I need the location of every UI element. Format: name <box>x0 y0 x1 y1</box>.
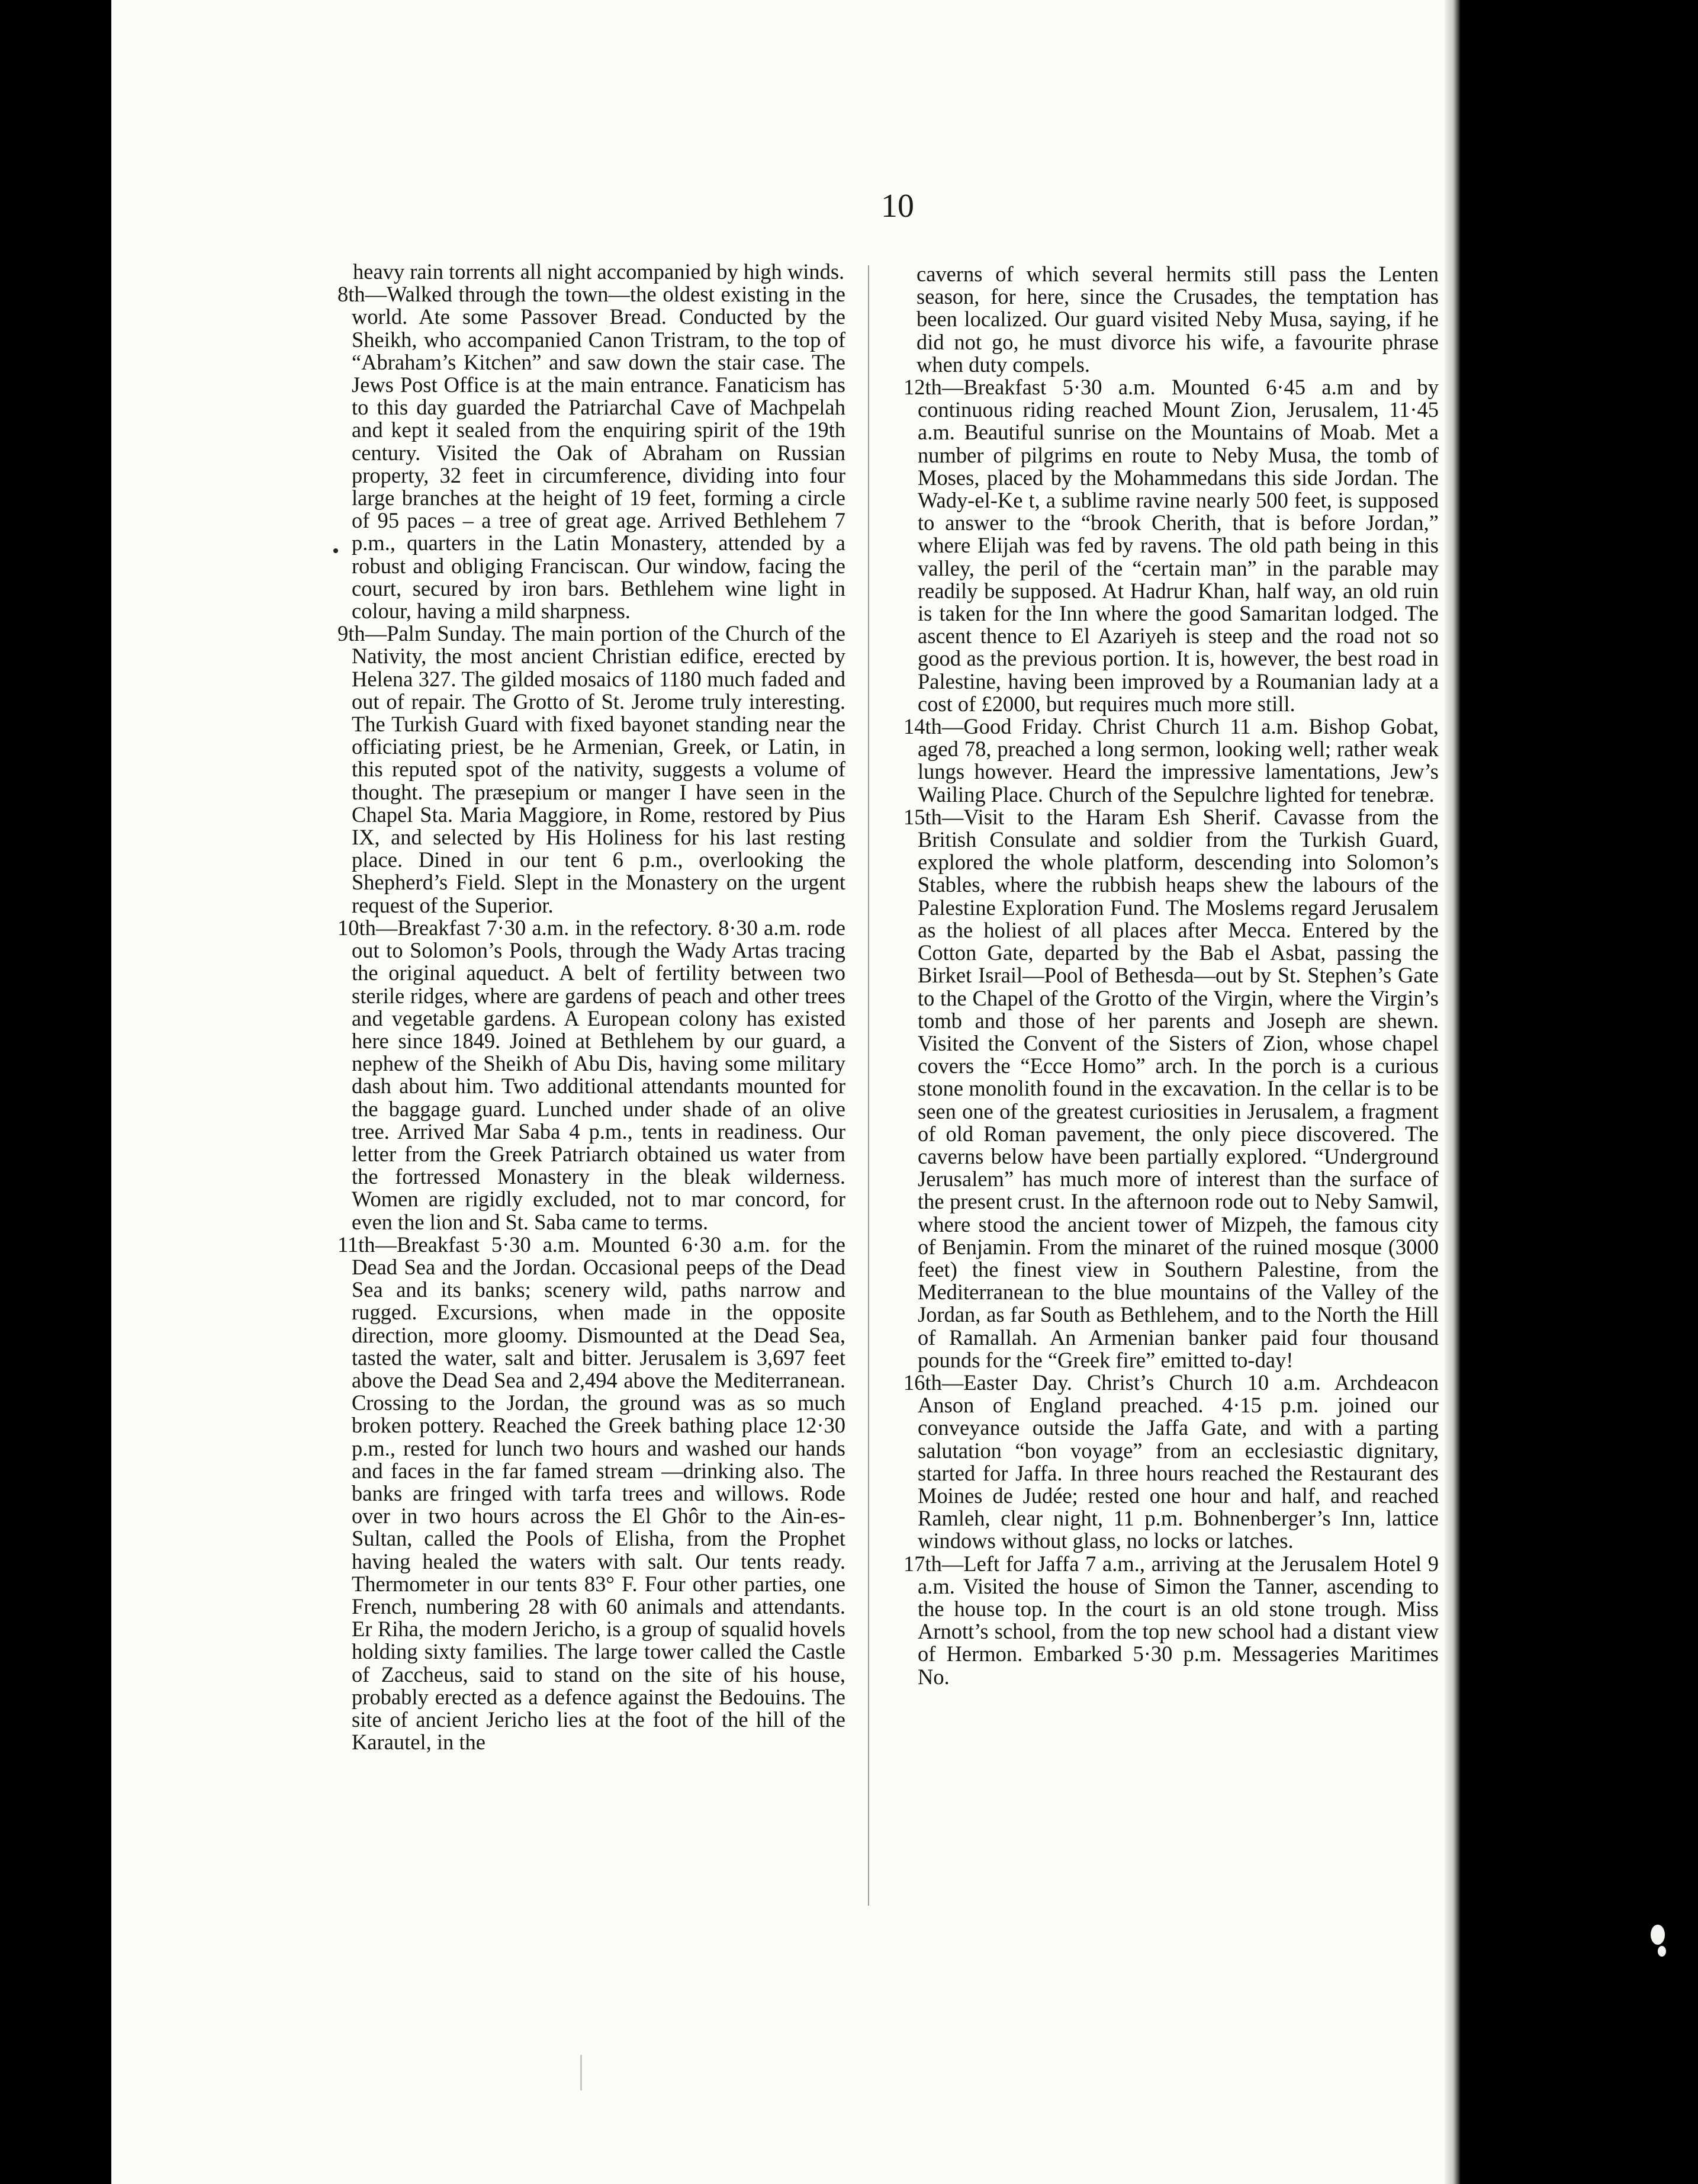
paper-spot <box>1651 1925 1665 1945</box>
page-fold-shadow <box>1445 0 1460 2184</box>
journal-entry-8th: 8th—Walked through the town—the oldest existing in the world. Ate some Passover Bread. Conducted by the Sheikh, who accompanied Canon Tristram, to the top of “Abraham’s Kitchen” and saw down the stair case. The Jews Post Office is at the main entrance. Fanaticism has to this day guarded the Patriarchal Cave of Machpelah and kept it sealed from the enquiring spirit of the 19th century. Visited the Oak of Abraham on Russian property, 32 feet in circumference, dividing into four large branches at the height of 19 feet, forming a circle of 95 paces – a tree of great age. Arrived Bethlehem 7 p.m., quarters in the Latin Monastery, attended by a robust and obliging Franciscan. Our window, facing the court, secured by iron bars. Bethlehem wine light in colour, having a mild sharpness. <box>337 282 845 624</box>
page-number: 10 <box>881 188 914 224</box>
right-column <box>903 263 1439 1688</box>
journal-entry-17th: 17th—Left for Jaffa 7 a.m., arriving at the Jerusalem Hotel 9 a.m. Visited the house of Simon the Tanner, ascending to the house top. In the court is an old stone trough. Miss Arnott’s school, from the top new school had a distant view of Hermon. Embarked 5·30 p.m. Messageries Maritimes No. <box>903 1551 1439 1689</box>
bottom-mark <box>580 2055 582 2090</box>
journal-entry-14th: 14th—Good Friday. Christ Church 11 a.m. Bishop Gobat, aged 78, preached a long sermon, looking well; rather weak lungs however. Heard the impressive lamentations, Jew’s Wailing Place. Church of the Sepulchre lighted for tenebræ. <box>903 714 1439 807</box>
journal-entry-12th: 12th—Breakfast 5·30 a.m. Mounted 6·45 a.m and by continuous riding reached Mount Zion, Jerusalem, 11·45 a.m. Beautiful sunrise on the Mountains of Moab. Met a number of pilgrims en route to Neby Musa, the tomb of Moses, placed by the Mohammedans this side Jordan. The Wady-el-Ke t, a sublime ravine nearly 500 feet, is supposed to answer to the “brook Cherith, that is before Jordan,” where Elijah was fed by ravens. The old path being in this valley, the peril of the “certain man” in the parable may readily be supposed. At Hadrur Khan, half way, an old ruin is taken for the Inn where the good Samaritan lodged. The ascent thence to El Azariyeh is steep and the road not so good as the previous portion. It is, however, the best road in Palestine, having been improved by a Roumanian lady at a cost of £2000, but requires much more still. <box>903 375 1439 716</box>
column-divider <box>868 265 869 1906</box>
journal-paragraph: caverns of which several hermits still pass the Lenten season, for here, since the Crusades, the temptation has been localized. Our guard visited Neby Musa, saying, if he did not go, he must divorce his wife, a favourite phrase when duty compels. <box>916 262 1439 377</box>
journal-entry-10th: 10th—Breakfast 7·30 a.m. in the refectory. 8·30 a.m. rode out to Solomon’s Pools, through the Wady Artas tracing the original aqueduct. A belt of fertility between two sterile ridges, where are gardens of peach and other trees and vegetable gardens. A European colony has existed here since 1849. Joined at Bethlehem by our guard, a nephew of the Sheikh of Abu Dis, having some military dash about him. Two additional attendants mounted for the baggage guard. Lunched under shade of an olive tree. Arrived Mar Saba 4 p.m., tents in readiness. Our letter from the Greek Patriarch obtained us water from the fortressed Monastery in the bleak wilderness. Women are rigidly excluded, not to mar concord, for even the lion and St. Saba came to terms. <box>337 915 845 1234</box>
journal-entry-9th: 9th—Palm Sunday. The main portion of the Church of the Nativity, the most ancient Christian edifice, erected by Helena 327. The gilded mosaics of 1180 much faded and out of repair. The Grotto of St. Jerome truly interesting. The Turkish Guard with fixed bayonet standing near the officiating priest, be he Armenian, Greek, or Latin, in this reputed spot of the nativity, suggests a volume of thought. The præsepium or manger I have seen in the Chapel Sta. Maria Maggiore, in Rome, restored by Pius IX, and selected by His Holiness for his last resting place. Dined in our tent 6 p.m., overlooking the Shepherd’s Field. Slept in the Monastery on the urgent request of the Superior. <box>337 621 845 917</box>
journal-entry-11th: 11th—Breakfast 5·30 a.m. Mounted 6·30 a.m. for the Dead Sea and the Jordan. Occasional peeps of the Dead Sea and its banks; scenery wild, paths narrow and rugged. Excursions, when made in the opposite direction, more gloomy. Dismounted at the Dead Sea, tasted the water, salt and bitter. Jerusalem is 3,697 feet above the Dead Sea and 2,494 above the Mediterranean. Crossing to the Jordan, the ground was as so much broken pottery. Reached the Greek bathing place 12·30 p.m., rested for lunch two hours and washed our hands and faces in the far famed stream —drinking also. The banks are fringed with tarfa trees and willows. Rode over in two hours across the El Ghôr to the Ain-es-Sultan, called the Pools of Elisha, from the Prophet having healed the waters with salt. Our tents ready. Thermometer in our tents 83° F. Four other parties, one French, numbering 28 with 60 animals and attendants. Er Riha, the modern Jericho, is a group of squalid hovels holding sixty families. The large tower called the Castle of Zaccheus, said to stand on the site of his house, probably erected as a defence against the Bedouins. The site of ancient Jericho lies at the foot of the hill of the Karautel, in the <box>337 1232 845 1755</box>
journal-paragraph: heavy rain torrents all night accompanied by high winds. <box>353 259 845 284</box>
paper-spot <box>1658 1946 1666 1957</box>
left-column <box>337 261 845 1753</box>
journal-entry-15th: 15th—Visit to the Haram Esh Sherif. Cavasse from the British Consulate and soldier from the Turkish Guard, explored the whole platform, descending into Solomon’s Stables, where the rubbish heaps shew the labours of the Palestine Exploration Fund. The Moslems regard Jerusalem as the holiest of all places after Mecca. Entered by the Cotton Gate, departed by the Bab el Asbat, passing the Birket Israil—Pool of Bethesda—out by St. Stephen’s Gate to the Chapel of the Grotto of the Virgin, where the Virgin’s tomb and those of her parents and Joseph are shewn. Visited the Convent of the Sisters of Zion, whose chapel covers the “Ecce Homo” arch. In the porch is a curious stone monolith found in the excavation. In the cellar is to be seen one of the greatest curiosities in Jerusalem, a fragment of old Roman pavement, the only piece discovered. The caverns below have been partially explored. “Underground Jerusalem” has much more of interest than the surface of the present crust. In the afternoon rode out to Neby Samwil, where stood the ancient tower of Mizpeh, the famous city of Benjamin. From the minaret of the ruined mosque (3000 feet) the finest view in Southern Palestine, from the Mediterranean to the blue mountains of the Valley of the Jordan, as far South as Bethlehem, and to the North the Hill of Ramallah. An Armenian banker paid four thousand pounds for the “Greek fire” emitted to-day! <box>903 804 1439 1372</box>
journal-entry-16th: 16th—Easter Day. Christ’s Church 10 a.m. Archdeacon Anson of England preached. 4·15 p.m. joined our conveyance outside the Jaffa Gate, and with a parting salutation “bon voyage” from an ecclesiastic dignitary, started for Jaffa. In three hours reached the Restaurant des Moines de Judée; rested one hour and half, and reached Ramleh, clear night, 11 p.m. Bohnenberger’s Inn, lattice windows without glass, no locks or latches. <box>903 1370 1439 1553</box>
